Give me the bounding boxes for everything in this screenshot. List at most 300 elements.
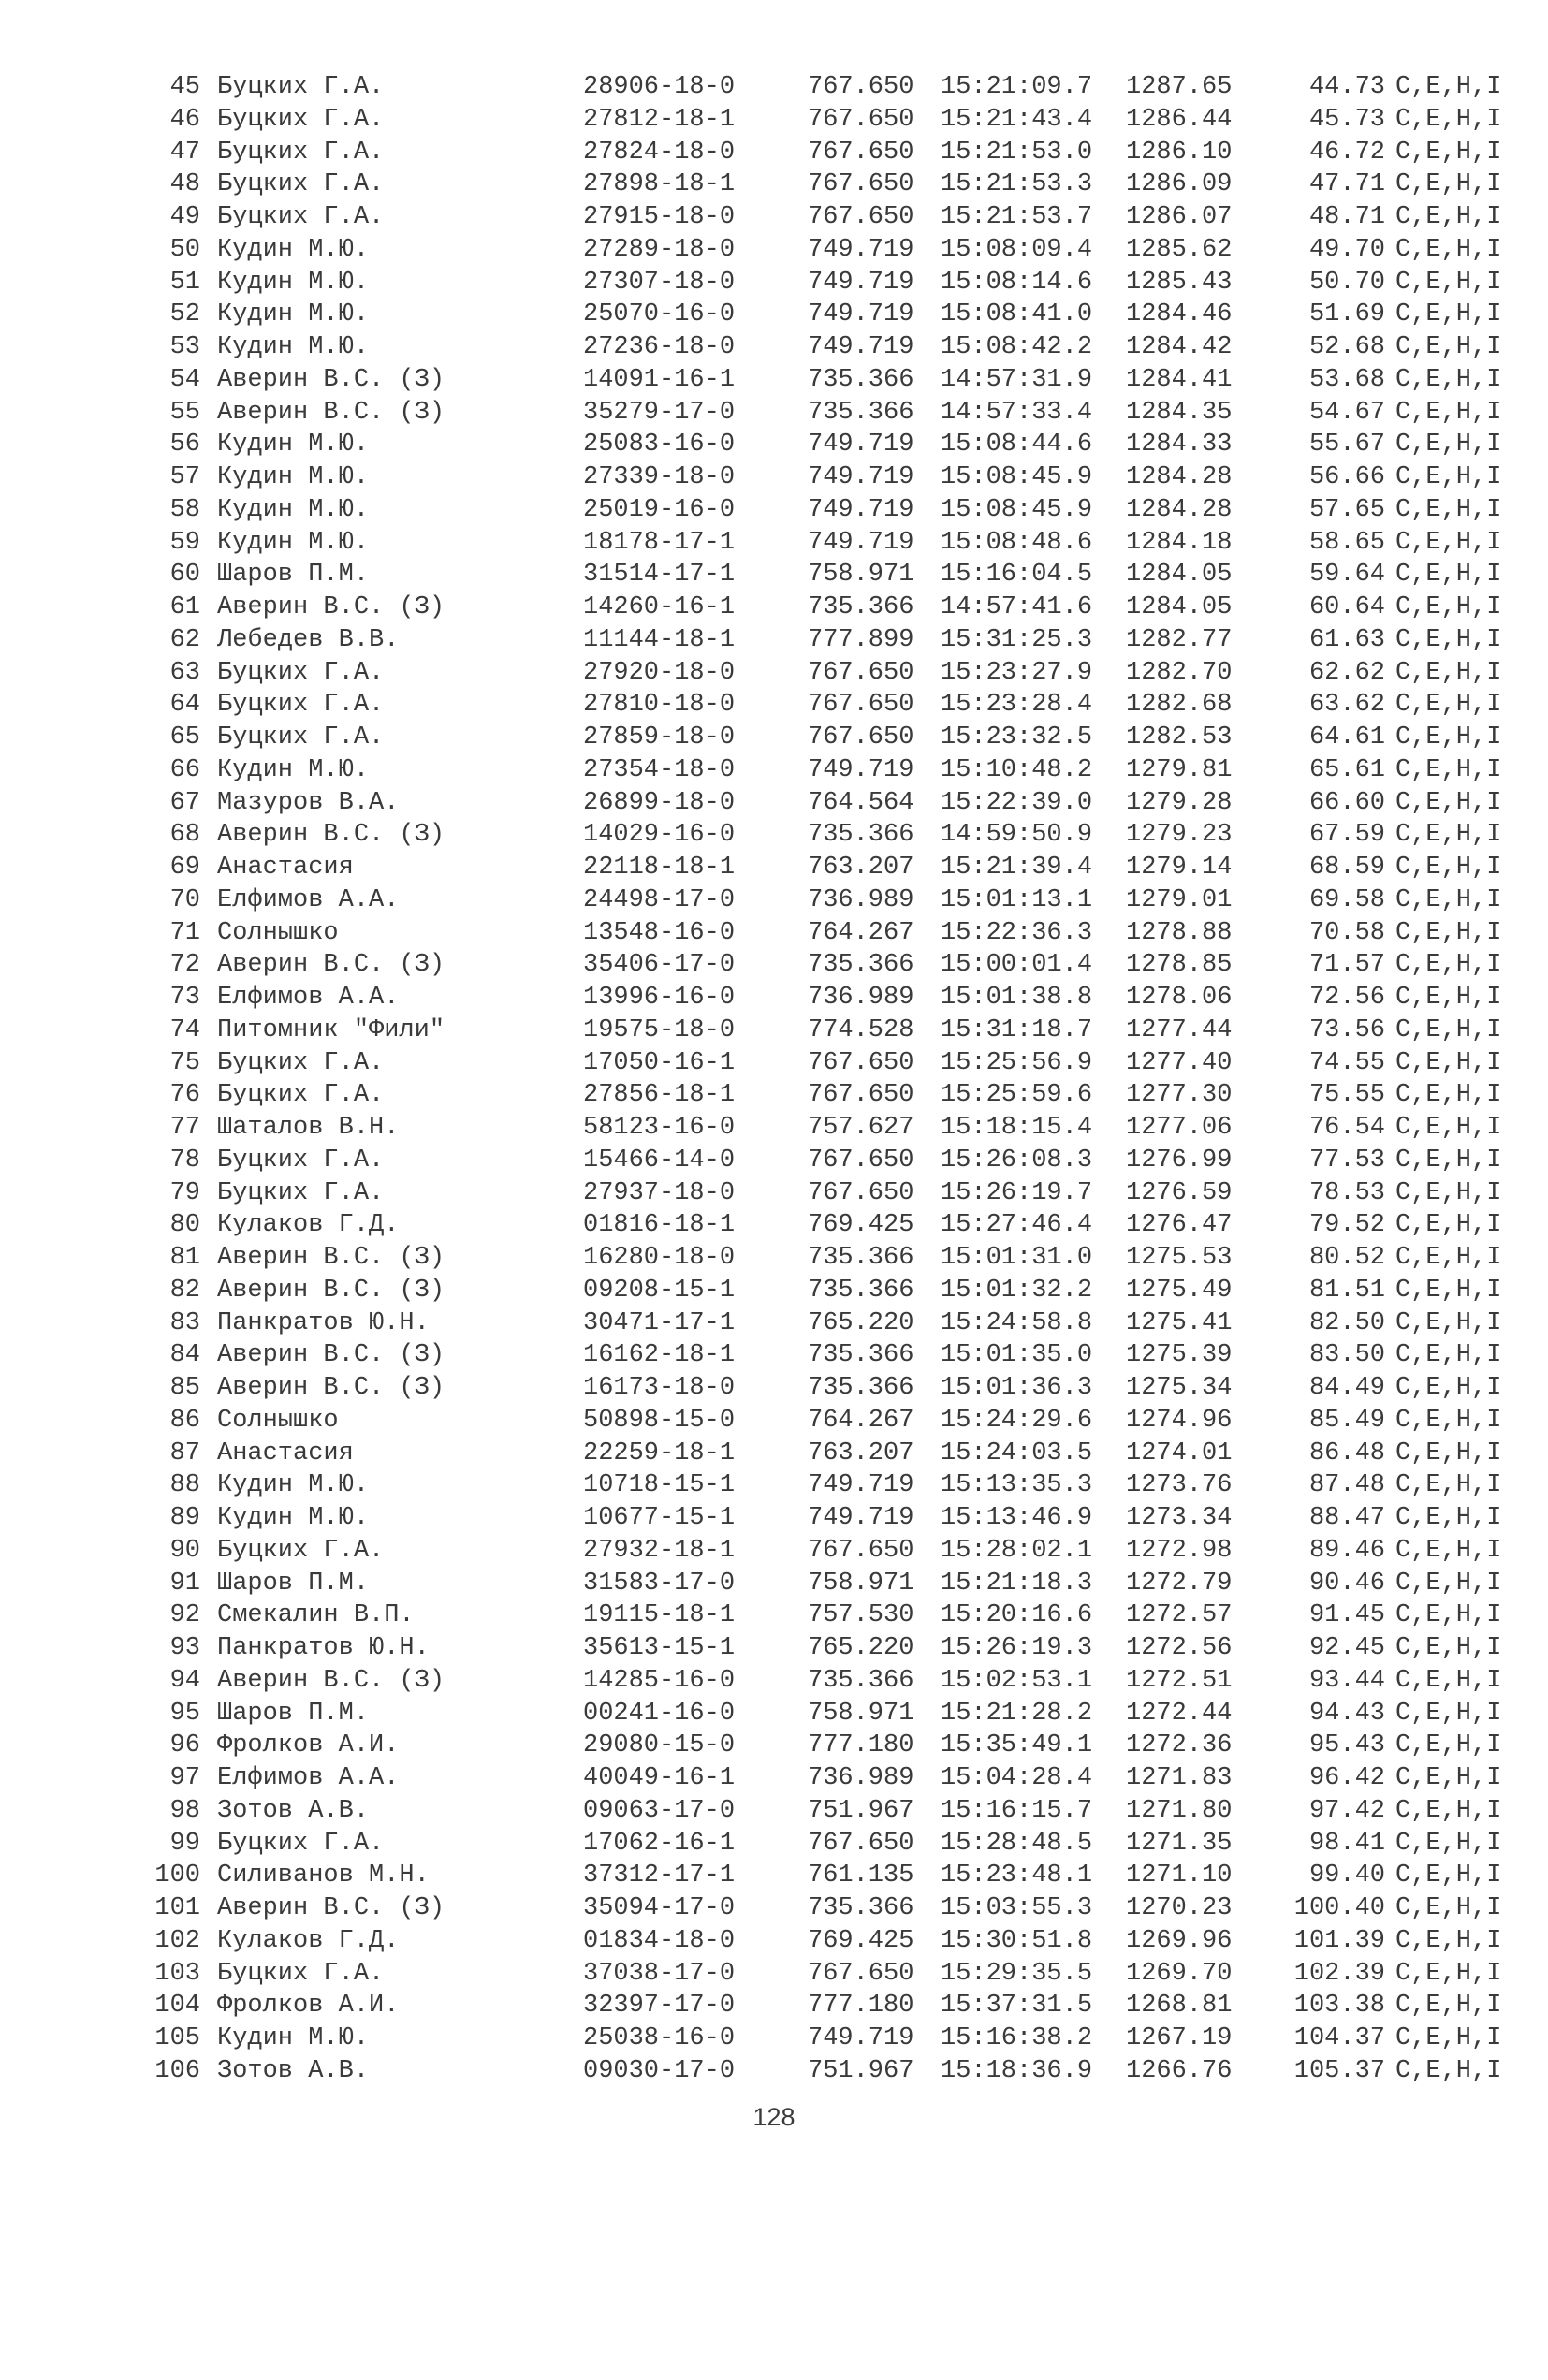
ring-number: 27898-18-1: [583, 170, 736, 199]
owner-name: Аверин В.С. (З): [217, 821, 445, 850]
result-row: [140, 1438, 1535, 1470]
result-row: [140, 1145, 1535, 1177]
arrival-time: 15:28:48.5: [941, 1829, 1093, 1858]
place-number: 48: [169, 170, 200, 199]
result-row: [140, 1339, 1535, 1372]
coefficient-value: 99.40: [1308, 1862, 1385, 1891]
result-row: [140, 1015, 1535, 1047]
competition-flags: C,E,H,I: [1395, 138, 1502, 167]
distance-value: 767.650: [808, 658, 914, 687]
speed-value: 1272.98: [1126, 1536, 1233, 1565]
distance-value: 767.650: [808, 1048, 914, 1077]
ring-number: 27307-18-0: [583, 268, 736, 297]
speed-value: 1285.62: [1126, 235, 1233, 264]
place-number: 74: [169, 1015, 200, 1044]
coefficient-value: 58.65: [1308, 528, 1385, 557]
result-row: [140, 1112, 1535, 1145]
distance-value: 767.650: [808, 723, 914, 752]
owner-name: Анастасия: [217, 854, 354, 882]
arrival-time: 15:16:38.2: [941, 2024, 1093, 2052]
place-number: 71: [169, 918, 200, 947]
owner-name: Буцких Г.А.: [217, 658, 385, 687]
speed-value: 1284.41: [1126, 365, 1233, 394]
distance-value: 749.719: [808, 333, 914, 361]
ring-number: 27354-18-0: [583, 755, 736, 784]
speed-value: 1278.85: [1126, 951, 1233, 980]
ring-number: 01816-18-1: [583, 1211, 736, 1240]
arrival-time: 15:01:35.0: [941, 1341, 1093, 1370]
ring-number: 27810-18-0: [583, 691, 736, 720]
result-row: [140, 787, 1535, 820]
result-row: [140, 1828, 1535, 1861]
result-row: [140, 1372, 1535, 1405]
coefficient-value: 74.55: [1308, 1048, 1385, 1077]
distance-value: 764.267: [808, 918, 914, 947]
place-number: 76: [169, 1081, 200, 1110]
competition-flags: C,E,H,I: [1395, 1211, 1502, 1240]
arrival-time: 15:28:02.1: [941, 1536, 1093, 1565]
arrival-time: 15:31:25.3: [941, 625, 1093, 654]
speed-value: 1275.41: [1126, 1308, 1233, 1337]
distance-value: 735.366: [808, 593, 914, 621]
result-row: [140, 137, 1535, 169]
coefficient-value: 86.48: [1308, 1438, 1385, 1467]
distance-value: 764.267: [808, 1406, 914, 1435]
place-number: 53: [169, 333, 200, 361]
distance-value: 767.650: [808, 105, 914, 134]
speed-value: 1273.34: [1126, 1504, 1233, 1532]
place-number: 59: [169, 528, 200, 557]
coefficient-value: 77.53: [1308, 1146, 1385, 1175]
owner-name: Буцких Г.А.: [217, 1536, 385, 1565]
competition-flags: C,E,H,I: [1395, 593, 1502, 621]
place-number: 90: [169, 1536, 200, 1565]
competition-flags: C,E,H,I: [1395, 755, 1502, 784]
result-row: [140, 527, 1535, 560]
speed-value: 1284.35: [1126, 398, 1233, 427]
coefficient-value: 95.43: [1308, 1731, 1385, 1760]
coefficient-value: 91.45: [1308, 1601, 1385, 1630]
arrival-time: 15:26:19.7: [941, 1178, 1093, 1207]
arrival-time: 14:59:50.9: [941, 821, 1093, 850]
speed-value: 1267.19: [1126, 2024, 1233, 2052]
competition-flags: C,E,H,I: [1395, 1666, 1502, 1695]
result-row: [140, 852, 1535, 884]
result-row: [140, 1469, 1535, 1502]
coefficient-value: 83.50: [1308, 1341, 1385, 1370]
ring-number: 14091-16-1: [583, 365, 736, 394]
place-number: 60: [169, 561, 200, 590]
result-row: [140, 1079, 1535, 1112]
result-row: [140, 494, 1535, 527]
arrival-time: 15:08:42.2: [941, 333, 1093, 361]
ring-number: 25083-16-0: [583, 431, 736, 460]
coefficient-value: 80.52: [1308, 1244, 1385, 1272]
distance-value: 761.135: [808, 1862, 914, 1891]
speed-value: 1279.28: [1126, 788, 1233, 817]
ring-number: 29080-15-0: [583, 1731, 736, 1760]
distance-value: 735.366: [808, 1894, 914, 1922]
speed-value: 1286.10: [1126, 138, 1233, 167]
speed-value: 1275.53: [1126, 1244, 1233, 1272]
distance-value: 751.967: [808, 1796, 914, 1825]
coefficient-value: 78.53: [1308, 1178, 1385, 1207]
arrival-time: 15:01:36.3: [941, 1374, 1093, 1402]
ring-number: 19575-18-0: [583, 1015, 736, 1044]
result-row: [140, 429, 1535, 461]
distance-value: 764.564: [808, 788, 914, 817]
results-list: [140, 71, 1535, 2088]
owner-name: Буцких Г.А.: [217, 1829, 385, 1858]
ring-number: 25019-16-0: [583, 495, 736, 524]
coefficient-value: 46.72: [1308, 138, 1385, 167]
competition-flags: C,E,H,I: [1395, 1146, 1502, 1175]
speed-value: 1287.65: [1126, 73, 1233, 101]
owner-name: Елфимов А.А.: [217, 1764, 400, 1792]
coefficient-value: 88.47: [1308, 1504, 1385, 1532]
ring-number: 27859-18-0: [583, 723, 736, 752]
place-number: 88: [169, 1471, 200, 1500]
arrival-time: 14:57:33.4: [941, 398, 1093, 427]
place-number: 55: [169, 398, 200, 427]
place-number: 78: [169, 1146, 200, 1175]
arrival-time: 15:23:28.4: [941, 691, 1093, 720]
competition-flags: C,E,H,I: [1395, 951, 1502, 980]
competition-flags: C,E,H,I: [1395, 431, 1502, 460]
competition-flags: C,E,H,I: [1395, 1926, 1502, 1955]
place-number: 66: [169, 755, 200, 784]
speed-value: 1277.40: [1126, 1048, 1233, 1077]
owner-name: Аверин В.С. (З): [217, 1276, 445, 1305]
arrival-time: 15:37:31.5: [941, 1992, 1093, 2021]
ring-number: 35406-17-0: [583, 951, 736, 980]
ring-number: 32397-17-0: [583, 1992, 736, 2021]
place-number: 91: [169, 1569, 200, 1598]
coefficient-value: 105.37: [1293, 2056, 1385, 2085]
ring-number: 35613-15-1: [583, 1634, 736, 1662]
place-number: 77: [169, 1114, 200, 1142]
result-row: [140, 1730, 1535, 1762]
coefficient-value: 60.64: [1308, 593, 1385, 621]
competition-flags: C,E,H,I: [1395, 1569, 1502, 1598]
speed-value: 1271.83: [1126, 1764, 1233, 1792]
owner-name: Кудин М.Ю.: [217, 431, 370, 460]
result-row: [140, 1892, 1535, 1925]
distance-value: 749.719: [808, 2024, 914, 2052]
owner-name: Елфимов А.А.: [217, 885, 400, 914]
distance-value: 735.366: [808, 398, 914, 427]
owner-name: Аверин В.С. (З): [217, 365, 445, 394]
result-row: [140, 1568, 1535, 1600]
page-number: 128: [752, 2103, 796, 2131]
distance-value: 777.180: [808, 1992, 914, 2021]
place-number: 87: [169, 1438, 200, 1467]
distance-value: 763.207: [808, 1438, 914, 1467]
coefficient-value: 66.60: [1308, 788, 1385, 817]
arrival-time: 15:08:14.6: [941, 268, 1093, 297]
arrival-time: 15:23:27.9: [941, 658, 1093, 687]
speed-value: 1284.18: [1126, 528, 1233, 557]
arrival-time: 15:01:32.2: [941, 1276, 1093, 1305]
speed-value: 1269.96: [1126, 1926, 1233, 1955]
coefficient-value: 49.70: [1308, 235, 1385, 264]
competition-flags: C,E,H,I: [1395, 495, 1502, 524]
ring-number: 25038-16-0: [583, 2024, 736, 2052]
owner-name: Аверин В.С. (З): [217, 1341, 445, 1370]
distance-value: 767.650: [808, 170, 914, 199]
arrival-time: 15:26:19.3: [941, 1634, 1093, 1662]
speed-value: 1274.96: [1126, 1406, 1233, 1435]
owner-name: Аверин В.С. (З): [217, 1666, 445, 1695]
owner-name: Фролков А.И.: [217, 1731, 400, 1760]
coefficient-value: 48.71: [1308, 203, 1385, 231]
place-number: 54: [169, 365, 200, 394]
coefficient-value: 71.57: [1308, 951, 1385, 980]
competition-flags: C,E,H,I: [1395, 691, 1502, 720]
place-number: 56: [169, 431, 200, 460]
result-row: [140, 299, 1535, 331]
speed-value: 1279.81: [1126, 755, 1233, 784]
result-row: [140, 397, 1535, 430]
competition-flags: C,E,H,I: [1395, 885, 1502, 914]
arrival-time: 15:21:09.7: [941, 73, 1093, 101]
coefficient-value: 65.61: [1308, 755, 1385, 784]
place-number: 93: [169, 1634, 200, 1662]
distance-value: 749.719: [808, 268, 914, 297]
arrival-time: 15:18:36.9: [941, 2056, 1093, 2085]
result-row: [140, 982, 1535, 1015]
owner-name: Солнышко: [217, 918, 339, 947]
competition-flags: C,E,H,I: [1395, 235, 1502, 264]
competition-flags: C,E,H,I: [1395, 333, 1502, 361]
competition-flags: C,E,H,I: [1395, 723, 1502, 752]
result-row: [140, 461, 1535, 494]
arrival-time: 15:21:39.4: [941, 854, 1093, 882]
result-row: [140, 1047, 1535, 1080]
ring-number: 11144-18-1: [583, 625, 736, 654]
result-row: [140, 2055, 1535, 2088]
owner-name: Буцких Г.А.: [217, 691, 385, 720]
arrival-time: 15:23:48.1: [941, 1862, 1093, 1891]
competition-flags: C,E,H,I: [1395, 2056, 1502, 2085]
competition-flags: C,E,H,I: [1395, 1894, 1502, 1922]
result-row: [140, 2022, 1535, 2055]
speed-value: 1278.06: [1126, 984, 1233, 1012]
competition-flags: C,E,H,I: [1395, 1634, 1502, 1662]
place-number: 84: [169, 1341, 200, 1370]
result-row: [140, 689, 1535, 722]
arrival-time: 15:21:43.4: [941, 105, 1093, 134]
coefficient-value: 45.73: [1308, 105, 1385, 134]
owner-name: Кудин М.Ю.: [217, 1504, 370, 1532]
place-number: 67: [169, 788, 200, 817]
competition-flags: C,E,H,I: [1395, 788, 1502, 817]
competition-flags: C,E,H,I: [1395, 2024, 1502, 2052]
arrival-time: 15:01:31.0: [941, 1244, 1093, 1272]
competition-flags: C,E,H,I: [1395, 105, 1502, 134]
arrival-time: 14:57:41.6: [941, 593, 1093, 621]
speed-value: 1282.53: [1126, 723, 1233, 752]
place-number: 51: [169, 268, 200, 297]
speed-value: 1284.28: [1126, 463, 1233, 491]
result-row: [140, 71, 1535, 104]
owner-name: Солнышко: [217, 1406, 339, 1435]
place-number: 46: [169, 105, 200, 134]
competition-flags: C,E,H,I: [1395, 1308, 1502, 1337]
competition-flags: C,E,H,I: [1395, 1015, 1502, 1044]
competition-flags: C,E,H,I: [1395, 1081, 1502, 1110]
speed-value: 1272.57: [1126, 1601, 1233, 1630]
speed-value: 1284.05: [1126, 593, 1233, 621]
distance-value: 749.719: [808, 755, 914, 784]
place-number: 95: [169, 1699, 200, 1728]
competition-flags: C,E,H,I: [1395, 1374, 1502, 1402]
owner-name: Панкратов Ю.Н.: [217, 1634, 430, 1662]
arrival-time: 15:26:08.3: [941, 1146, 1093, 1175]
coefficient-value: 97.42: [1308, 1796, 1385, 1825]
result-row: [140, 1177, 1535, 1210]
distance-value: 758.971: [808, 1699, 914, 1728]
ring-number: 09030-17-0: [583, 2056, 736, 2085]
speed-value: 1272.51: [1126, 1666, 1233, 1695]
ring-number: 37312-17-1: [583, 1862, 736, 1891]
speed-value: 1269.70: [1126, 1959, 1233, 1988]
place-number: 72: [169, 951, 200, 980]
arrival-time: 15:25:56.9: [941, 1048, 1093, 1077]
speed-value: 1284.42: [1126, 333, 1233, 361]
distance-value: 735.366: [808, 821, 914, 850]
result-row: [140, 657, 1535, 690]
speed-value: 1272.79: [1126, 1569, 1233, 1598]
result-row: [140, 1665, 1535, 1698]
ring-number: 25070-16-0: [583, 300, 736, 329]
distance-value: 767.650: [808, 1959, 914, 1988]
place-number: 63: [169, 658, 200, 687]
owner-name: Кудин М.Ю.: [217, 463, 370, 491]
ring-number: 37038-17-0: [583, 1959, 736, 1988]
speed-value: 1279.01: [1126, 885, 1233, 914]
arrival-time: 15:13:35.3: [941, 1471, 1093, 1500]
owner-name: Буцких Г.А.: [217, 105, 385, 134]
coefficient-value: 61.63: [1308, 625, 1385, 654]
distance-value: 735.366: [808, 1244, 914, 1272]
place-number: 50: [169, 235, 200, 264]
coefficient-value: 102.39: [1293, 1959, 1385, 1988]
distance-value: 767.650: [808, 1081, 914, 1110]
ring-number: 30471-17-1: [583, 1308, 736, 1337]
distance-value: 749.719: [808, 300, 914, 329]
result-row: [140, 1209, 1535, 1242]
owner-name: Аверин В.С. (З): [217, 1374, 445, 1402]
speed-value: 1275.34: [1126, 1374, 1233, 1402]
arrival-time: 15:08:44.6: [941, 431, 1093, 460]
place-number: 97: [169, 1764, 200, 1792]
distance-value: 777.180: [808, 1731, 914, 1760]
speed-value: 1286.07: [1126, 203, 1233, 231]
competition-flags: C,E,H,I: [1395, 658, 1502, 687]
result-row: [140, 1307, 1535, 1340]
arrival-time: 15:18:15.4: [941, 1114, 1093, 1142]
ring-number: 26899-18-0: [583, 788, 736, 817]
place-number: 64: [169, 691, 200, 720]
distance-value: 777.899: [808, 625, 914, 654]
arrival-time: 15:03:55.3: [941, 1894, 1093, 1922]
coefficient-value: 47.71: [1308, 170, 1385, 199]
coefficient-value: 63.62: [1308, 691, 1385, 720]
result-row: [140, 234, 1535, 267]
place-number: 47: [169, 138, 200, 167]
competition-flags: C,E,H,I: [1395, 1178, 1502, 1207]
speed-value: 1277.30: [1126, 1081, 1233, 1110]
ring-number: 27856-18-1: [583, 1081, 736, 1110]
place-number: 81: [169, 1244, 200, 1272]
place-number: 83: [169, 1308, 200, 1337]
speed-value: 1284.28: [1126, 495, 1233, 524]
ring-number: 27812-18-1: [583, 105, 736, 134]
result-row: [140, 1990, 1535, 2022]
result-row: [140, 1762, 1535, 1795]
distance-value: 767.650: [808, 138, 914, 167]
ring-number: 31583-17-0: [583, 1569, 736, 1598]
arrival-time: 15:04:28.4: [941, 1764, 1093, 1792]
owner-name: Кудин М.Ю.: [217, 235, 370, 264]
ring-number: 16162-18-1: [583, 1341, 736, 1370]
arrival-time: 15:08:48.6: [941, 528, 1093, 557]
distance-value: 767.650: [808, 1829, 914, 1858]
place-number: 94: [169, 1666, 200, 1695]
arrival-time: 15:21:53.0: [941, 138, 1093, 167]
distance-value: 757.530: [808, 1601, 914, 1630]
owner-name: Кудин М.Ю.: [217, 268, 370, 297]
distance-value: 735.366: [808, 365, 914, 394]
arrival-time: 15:21:53.3: [941, 170, 1093, 199]
coefficient-value: 96.42: [1308, 1764, 1385, 1792]
coefficient-value: 100.40: [1293, 1894, 1385, 1922]
coefficient-value: 101.39: [1293, 1926, 1385, 1955]
result-row: [140, 1795, 1535, 1828]
competition-flags: C,E,H,I: [1395, 73, 1502, 101]
owner-name: Кудин М.Ю.: [217, 495, 370, 524]
result-row: [140, 819, 1535, 852]
arrival-time: 15:27:46.4: [941, 1211, 1093, 1240]
distance-value: 735.366: [808, 1341, 914, 1370]
competition-flags: C,E,H,I: [1395, 300, 1502, 329]
place-number: 98: [169, 1796, 200, 1825]
owner-name: Буцких Г.А.: [217, 1146, 385, 1175]
owner-name: Силиванов М.Н.: [217, 1862, 430, 1891]
arrival-time: 15:01:13.1: [941, 885, 1093, 914]
distance-value: 758.971: [808, 1569, 914, 1598]
ring-number: 27920-18-0: [583, 658, 736, 687]
ring-number: 58123-16-0: [583, 1114, 736, 1142]
ring-number: 13548-16-0: [583, 918, 736, 947]
speed-value: 1282.68: [1126, 691, 1233, 720]
distance-value: 751.967: [808, 2056, 914, 2085]
arrival-time: 15:20:16.6: [941, 1601, 1093, 1630]
owner-name: Лебедев В.В.: [217, 625, 400, 654]
distance-value: 767.650: [808, 73, 914, 101]
place-number: 75: [169, 1048, 200, 1077]
arrival-time: 15:01:38.8: [941, 984, 1093, 1012]
place-number: 73: [169, 984, 200, 1012]
result-row: [140, 1698, 1535, 1730]
competition-flags: C,E,H,I: [1395, 561, 1502, 590]
result-row: [140, 591, 1535, 624]
owner-name: Буцких Г.А.: [217, 1081, 385, 1110]
competition-flags: C,E,H,I: [1395, 854, 1502, 882]
competition-flags: C,E,H,I: [1395, 821, 1502, 850]
place-number: 45: [169, 73, 200, 101]
